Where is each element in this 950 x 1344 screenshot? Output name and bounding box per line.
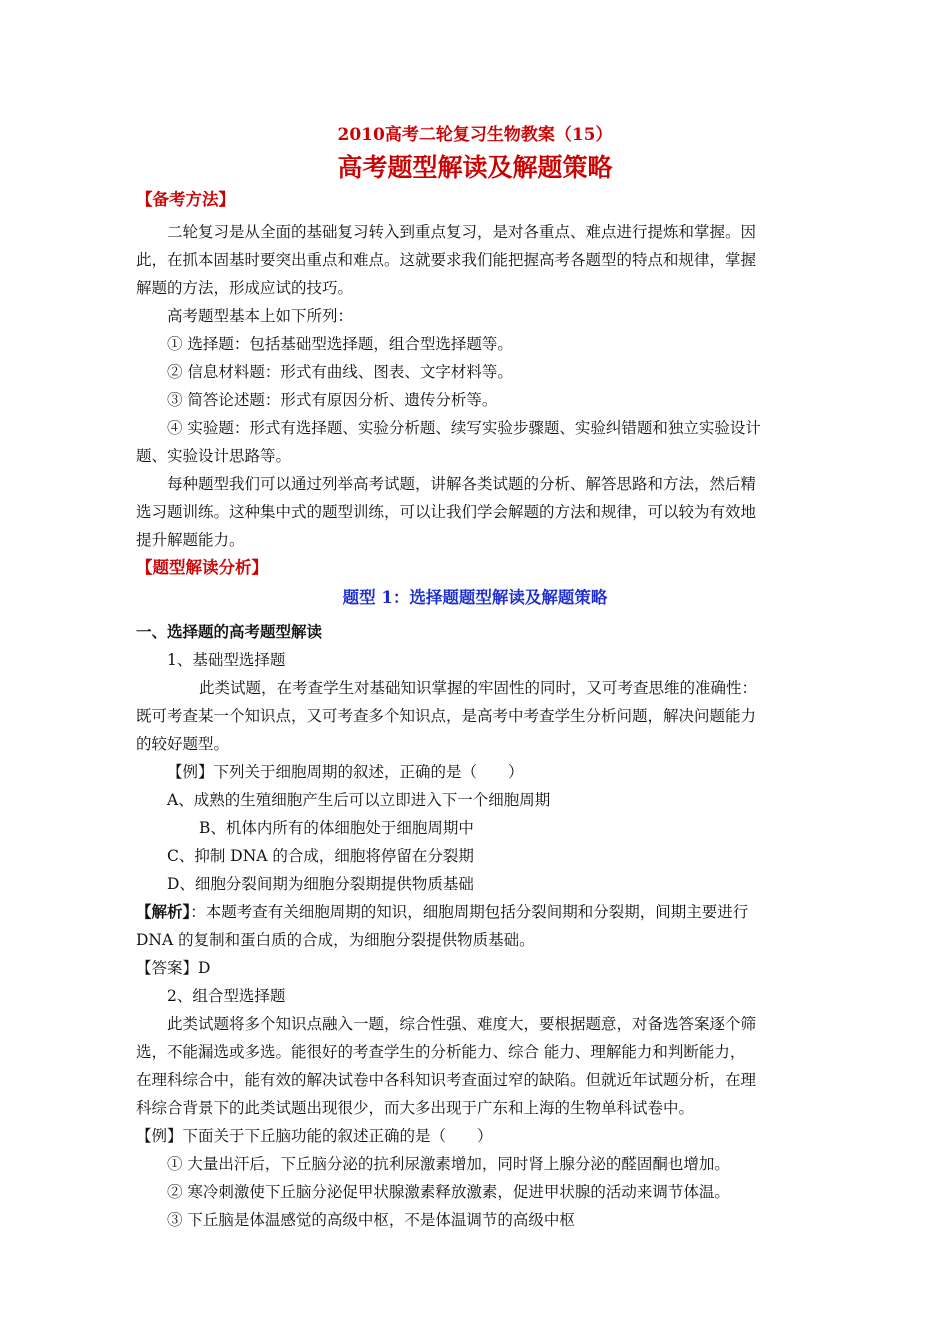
paragraph-line: 解题的方法，形成应试的技巧。 bbox=[136, 279, 354, 297]
section-heading-analysis: 【题型解读分析】 bbox=[136, 558, 268, 577]
option-c: C、抑制 DNA 的合成，细胞将停留在分裂期 bbox=[167, 847, 474, 865]
list-item: ① 选择题：包括基础型选择题，组合型选择题等。 bbox=[167, 335, 513, 353]
paragraph-line: 科综合背景下的此类试题出现很少，而大多出现于广东和上海的生物单科试卷中。 bbox=[136, 1099, 695, 1117]
paragraph-line: 选习题训练。这种集中式的题型训练，可以让我们学会解题的方法和规律，可以较为有效地 bbox=[136, 503, 757, 521]
document-title: 高考题型解读及解题策略 bbox=[337, 153, 613, 182]
list-item: ② 信息材料题：形式有曲线、图表、文字材料等。 bbox=[167, 363, 513, 381]
question-type-heading: 题型 1：选择题题型解读及解题策略 bbox=[342, 588, 608, 607]
document-subtitle: 2010高考二轮复习生物教案（15） bbox=[337, 125, 613, 145]
paragraph-line: 提升解题能力。 bbox=[136, 531, 245, 549]
paragraph-line: 此类试题将多个知识点融入一题，综合性强、难度大，要根据题意，对备选答案逐个筛 bbox=[167, 1015, 757, 1033]
paragraph-line: 选，不能漏选或多选。能很好的考查学生的分析能力、综合 能力、理解能力和判断能力， bbox=[136, 1043, 746, 1061]
statement-3: ③ 下丘脑是体温感觉的高级中枢，不是体温调节的高级中枢 bbox=[167, 1211, 575, 1229]
example-question: 【例】下面关于下丘脑功能的叙述正确的是（ ） bbox=[136, 1127, 493, 1145]
explanation-line bbox=[136, 898, 816, 926]
explanation-label: 【解析】 bbox=[136, 902, 191, 921]
subsection-heading: 一、选择题的高考题型解读 bbox=[136, 622, 323, 641]
list-item: ④ 实验题：形式有选择题、实验分析题、续写实验步骤题、实验纠错题和独立实验设计 bbox=[167, 419, 761, 437]
paragraph-line: 高考题型基本上如下所列： bbox=[167, 307, 354, 325]
subsection-item: 1、基础型选择题 bbox=[167, 651, 286, 669]
option-d: D、细胞分裂间期为细胞分裂期提供物质基础 bbox=[167, 875, 474, 893]
paragraph-line: 在理科综合中，能有效的解决试卷中各科知识考查面过窄的缺陷。但就近年试题分析，在理 bbox=[136, 1071, 757, 1089]
list-item-continuation: 题、实验设计思路等。 bbox=[136, 447, 292, 465]
paragraph-line: 的较好题型。 bbox=[136, 735, 230, 753]
subsection-item: 2、组合型选择题 bbox=[167, 987, 286, 1005]
list-item: ③ 简答论述题：形式有原因分析、遗传分析等。 bbox=[167, 391, 498, 409]
option-b: B、机体内所有的体细胞处于细胞周期中 bbox=[199, 819, 474, 837]
statement-1: ① 大量出汗后，下丘脑分泌的抗利尿激素增加，同时肾上腺分泌的醛固酮也增加。 bbox=[167, 1155, 730, 1173]
paragraph-line: 二轮复习是从全面的基础复习转入到重点复习，是对各重点、难点进行提炼和掌握。因 bbox=[167, 223, 757, 241]
paragraph-line: 每种题型我们可以通过列举高考试题，讲解各类试题的分析、解答思路和方法，然后精 bbox=[167, 475, 757, 493]
section-heading-method: 【备考方法】 bbox=[136, 190, 235, 209]
paragraph-line: 此类试题，在考查学生对基础知识掌握的牢固性的同时，又可考查思维的准确性： bbox=[199, 679, 758, 697]
paragraph-line: 此，在抓本固基时要突出重点和难点。这就要求我们能把握高考各题型的特点和规律，掌握 bbox=[136, 251, 757, 269]
paragraph-line: 既可考查某一个知识点，又可考查多个知识点，是高考中考查学生分析问题，解决问题能力 bbox=[136, 707, 757, 725]
answer-line: 【答案】D bbox=[136, 959, 211, 977]
explanation-line: DNA 的复制和蛋白质的合成，为细胞分裂提供物质基础。 bbox=[136, 931, 535, 949]
explanation-text: ：本题考查有关细胞周期的知识，细胞周期包括分裂间期和分裂期，间期主要进行 bbox=[190, 903, 749, 921]
example-question: 【例】下列关于细胞周期的叙述，正确的是（ ） bbox=[167, 763, 524, 781]
option-a: A、成熟的生殖细胞产生后可以立即进入下一个细胞周期 bbox=[167, 791, 551, 809]
statement-2: ② 寒冷刺激使下丘脑分泌促甲状腺激素释放激素，促进甲状腺的活动来调节体温。 bbox=[167, 1183, 730, 1201]
